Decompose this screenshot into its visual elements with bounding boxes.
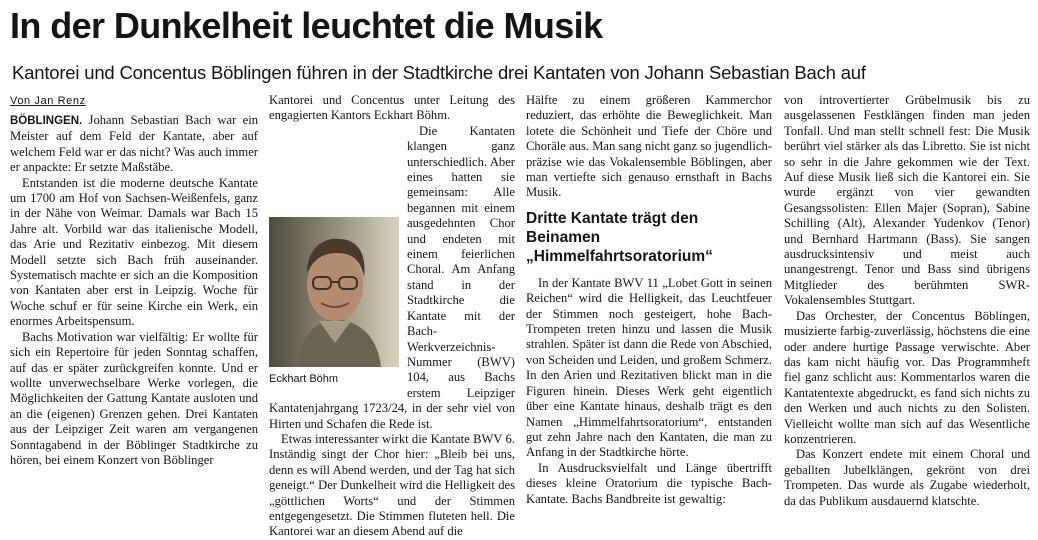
photo-caption: Eckhart Böhm [269, 373, 339, 385]
paragraph: Das Orchester, der Concentus Böblingen, musizierte farbig-zuverlässig, höchstens die eine oder andere hurtige Passage verwischte. Aber das kam nicht häufig vor. Das Programmheft fiel ganz schlicht aus: Kommentarlos waren die Kantatentexte abgedruckt, es fand sich nichts zu den Werken und auch nichts zu den Solisten. Vielleicht wollte man sich auf das Wesentliche konzentrieren. [784, 308, 1030, 446]
headline: In der Dunkelheit leuchtet die Musik [10, 5, 603, 46]
column-3 [526, 93, 772, 507]
paragraph: Kantorei und Concentus unter Leitung des engagierten Kantors Eckhart Böhm. [269, 93, 515, 123]
dateline: BÖBLINGEN. [10, 115, 83, 127]
paragraph: In Ausdrucksvielfalt und Länge übertrifft dieses kleine Oratorium die typische Bach-Kantate. Bachs Bandbreite ist gewaltig: [526, 460, 772, 506]
paragraph-text: Johann Sebastian Bach war ein Meister auf dem Feld der Kantate, aber auf welchem Feld war er das nicht? Was auch immer er anpackte: Er setzte Maßstäbe. [10, 113, 258, 175]
paragraph: Hälfte zu einem größeren Kammerchor reduziert, das erhöhte die Beweglichkeit. Man lotete die Schönheit und Tiefe der Chöre und Choräle aus. Man sang nicht ganz so jugendlich-präzise wie das Vokalensemble Böblingen, aber man vertiefte sich genauso ernsthaft in Bachs Musik. [526, 93, 772, 200]
subheadline: Kantorei und Concentus Böblingen führen in der Stadtkirche drei Kantaten von Johann Sebastian Bach auf [12, 62, 866, 83]
paragraph: Bachs Motivation war vielfältig: Er wollte für sich ein Repertoire für jeden Sonntag schaffen, auf das er später zurückgreifen konnte. Und er wollte unverwechselbare Werke vorlegen, die Möglichkeiten der Gattung Kantate ausloten und an die (eigenen) Grenzen gehen. Drei Kantaten aus der Leipziger Zeit waren am vergangenen Sonntagabend in der Böblinger Stadtkirche zu hören, bei einem Konzert von Böblinger [10, 329, 258, 467]
crosshead: Dritte Kantate trägt den Beinamen „Himmelfahrtsoratorium“ [526, 209, 713, 265]
paragraph [10, 113, 258, 176]
paragraph: Etwas interessanter wirkt die Kantate BWV 6. Inständig singt der Chor hier: „Bleib bei uns, denn es will Abend werden, und der Tag hat sich geneigt.“ Der Dunkelheit wird die Helligkeit des „göttlichen Worts“ und der Stimmen entgegengesetzt. Die Stimmen fluteten hell. Die Kantorei war an diesem Abend auf die [269, 431, 515, 539]
paragraph: Entstanden ist die moderne deutsche Kantate um 1700 am Hof von Sachsen-Weißenfels, ganz in der Nähe von Weimar. Damals war Bach 15 Jahre alt. Vorbild war das italienische Modell, das Arie und Rezitativ einbezog. Mit diesem Modell setzte sich Bach früh auseinander. Systematisch machte er sich an die Komposition von Kantaten aber erst in Leipzig. Woche für Woche schuf er für seine Kirche ein Werk, ein enormes Arbeitspensum. [10, 175, 258, 329]
byline: Von Jan Renz [10, 95, 86, 107]
photo-block [269, 217, 399, 389]
column-1 [10, 93, 258, 468]
paragraph: Das Konzert endete mit einem Choral und geballten Jubelklängen, gekrönt von drei Trompeten. Das wurde als Zugabe wiederholt, da das Publikum ausdauernd klatschte. [784, 447, 1030, 508]
portrait-illustration [269, 217, 399, 367]
column-4 [784, 93, 1030, 509]
paragraph-text: Die Kantaten klangen ganz unterschiedlich. Aber eines hatten sie gemeinsam: Alle begannen mit einem ausgedehnten Chor und endeten mit einem feierlichen Choral. Am Anfang stand in der Stadtkirche die Kantate mit der Bach-Werkverzeichnis-Nummer (BWV) 104, aus Bachs erstem Leipziger Kantatenjahrgang 1723/24, in der sehr viel von Hirten und Schafen die Rede ist. [269, 123, 515, 431]
paragraph: In der Kantate BWV 11 „Lobet Gott in seinen Reichen“ wird die Helligkeit, das Leuchtfeuer der Stimmen noch gesteigert, hohe Bach-Trompeten treten hinzu und lassen die Musik strahlen. Später ist dann die Rede von Abschied, von Scheiden und Leiden, und großem Schmerz. In den Arien und Rezitativen blickt man in die Figuren hinein. Dieses Werk geht eigentlich über eine Kantate hinaus, deshalb trägt es den Namen „Himmelfahrtsoratorium“, entstanden gut zehn Jahre nach den Kantaten, die man zu Anfang in der Stadtkirche hörte. [526, 275, 772, 460]
portrait-photo [269, 217, 399, 367]
paragraph: von introvertierter Grübelmusik bis zu ausgelassenen Festklängen finden man jeden Tonfall. Und man stellt schnell fest: Die Musik berührt viel stärker als das Libretto. Sie ist nicht so sehr in die Jahre gekommen wie der Text. Auf diese Musik ließ sich die Kantorei ein. Sie wurde ergänzt von vier gewandten Gesangssolisten: Ellen Majer (Sopran), Sabine Schilling (Alt), Alexander Yudenkov (Tenor) und Bernhard Hartmann (Bass). Sie sangen ausdrucksintensiv und meist auch unangestrengt. Tenor und Bass sind übrigens Mitglieder des berühmten SWR-Vokalensembles Stuttgart. [784, 93, 1030, 308]
